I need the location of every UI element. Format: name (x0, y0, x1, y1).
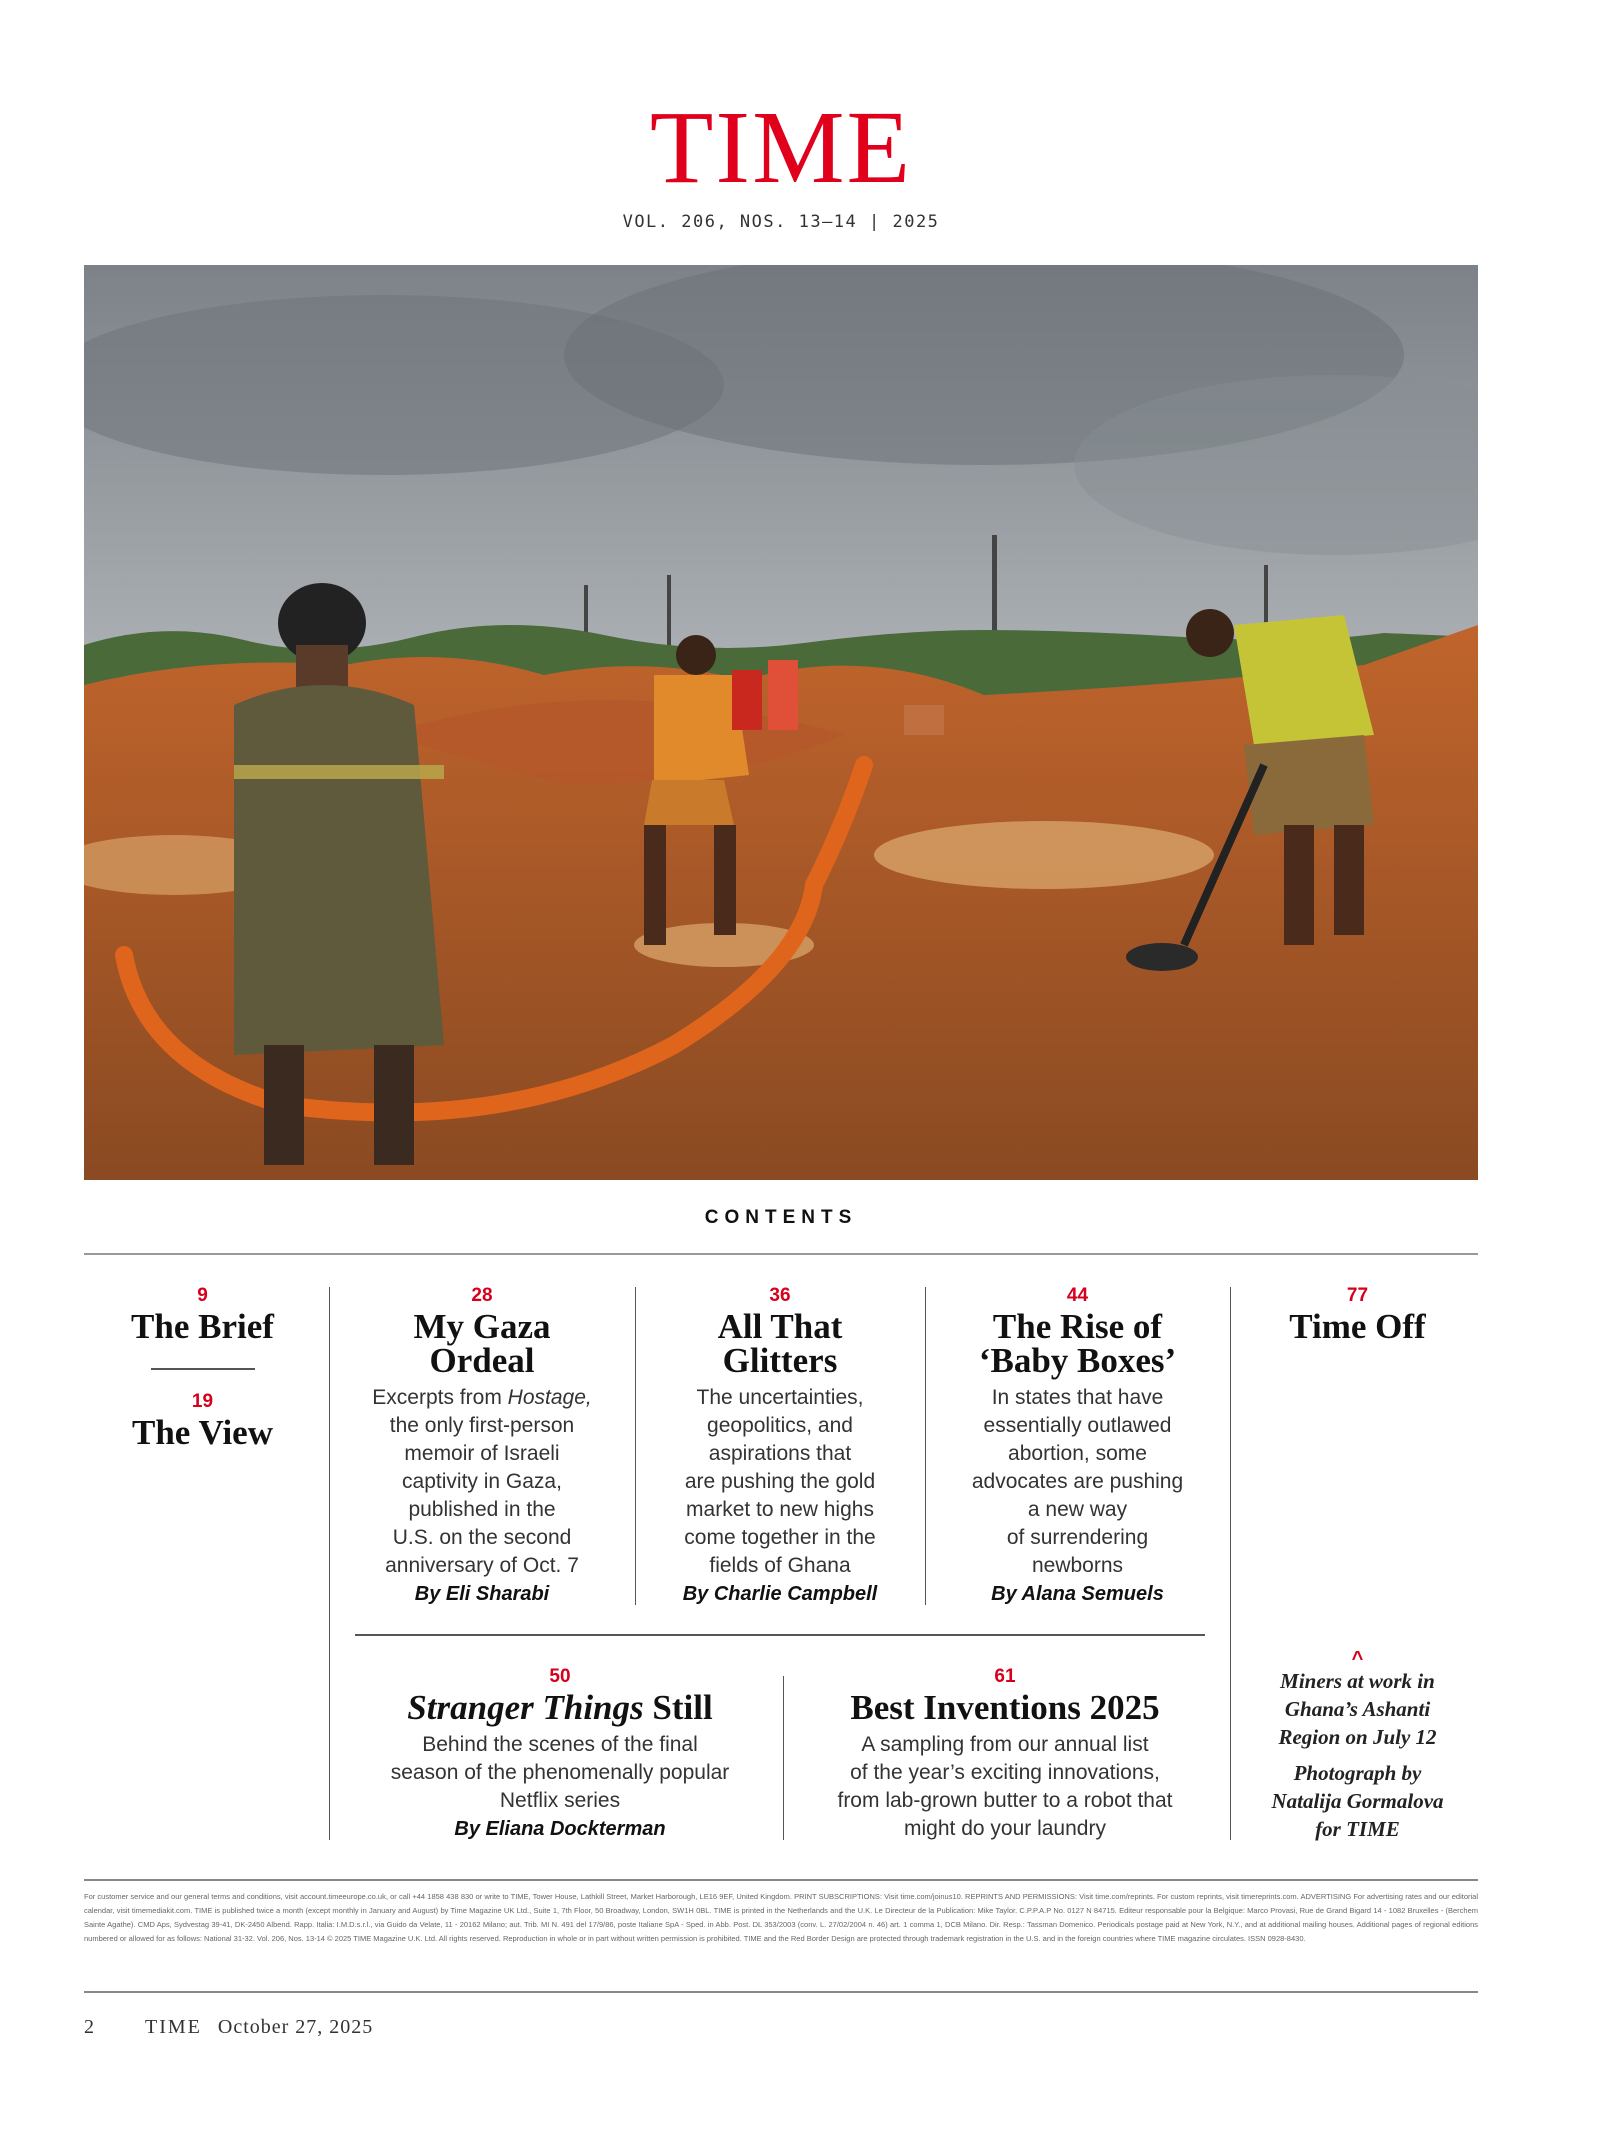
dek-line: memoir of Israeli (404, 1442, 560, 1465)
divider (329, 1287, 330, 1840)
dek-line: Netflix series (499, 1789, 621, 1812)
dek-line: anniversary of Oct. 7 (385, 1554, 579, 1577)
toc-feature-glitters[interactable] (645, 1284, 915, 1608)
dek-italic: Hostage, (507, 1386, 592, 1409)
toc-brief-view (100, 1284, 305, 1450)
dek-line (344, 1384, 620, 1412)
fine-print-bottom-rule (84, 1991, 1478, 1993)
dek-line: of surrendering (1006, 1526, 1149, 1549)
cover-photo (84, 265, 1478, 1180)
feature-dek (645, 1384, 915, 1580)
title-rest: Still (643, 1688, 713, 1727)
dek-line: advocates are pushing (971, 1470, 1184, 1493)
title-line: The Rise of (992, 1307, 1163, 1346)
feature-title (645, 1307, 915, 1380)
page-number: 36 (769, 1285, 791, 1306)
caption-text (1245, 1667, 1470, 1751)
dek-line: aspirations that (708, 1442, 852, 1465)
dek-line: season of the phenomenally popular (390, 1761, 730, 1784)
section-title[interactable]: The Brief (131, 1307, 274, 1346)
divider (635, 1287, 636, 1605)
feature-dek (935, 1384, 1220, 1580)
title-italic: Stranger Things (407, 1688, 644, 1727)
folio-brand: TIME (145, 2016, 202, 2038)
page-number: 61 (994, 1666, 1016, 1687)
photo-caption (1245, 1648, 1470, 1843)
feature-title (935, 1307, 1220, 1380)
section-title[interactable]: The View (132, 1413, 273, 1452)
issue-line: VOL. 206, NOS. 13–14 | 2025 (622, 212, 940, 232)
toc-feature-stranger-things[interactable] (345, 1665, 775, 1843)
page-number: 19 (191, 1391, 214, 1412)
dek-line: published in the (408, 1498, 556, 1521)
toc-feature-best-inventions[interactable] (795, 1665, 1215, 1843)
dek-text: Excerpts from (372, 1386, 508, 1409)
toc-time-off (1245, 1284, 1470, 1344)
dek-line: U.S. on the second (392, 1526, 572, 1549)
dek-line: are pushing the gold (684, 1470, 876, 1493)
contents-top-rule (84, 1253, 1478, 1255)
title-line: My Gaza (413, 1307, 551, 1346)
divider (1230, 1287, 1231, 1840)
title-line: ‘Baby Boxes’ (978, 1341, 1177, 1380)
short-rule (151, 1368, 255, 1370)
fine-print: For customer service and our general terms and conditions, visit account.timeeurope.co.uk, or call +44 1858 438 830 or write to TIME, Tower House, Lathkill Street, Market Harborough, LE16 9EF, United Kingdom. PRINT SUBSCRIPTIONS: Visit time.com/joinus10. REPRINTS AND PERMISSIONS: Visit time.com/reprints. For custom reprints, visit timereprints.com. ADVERTISING For advertising rates and our editorial calendar, visit timemediakit.com. TIME is published twice a month (except monthly in January and August) by Time Magazine UK Ltd., Suite 1, 7th Floor, 50 Broadway, London, SW1H 0BL. TIME is printed in the Netherlands and the U.K. Le Directeur de la Publication: Mike Taylor. C.P.P.A.P No. 0127 N 84715. Editeur responsable pour la Belgique: Marco Provasi, Rue de Grand Bigard 14 - 1082 Bruxelles - (Berchem Sainte Agathe). CMD Aps, Sydvestag 39-41, DK-2450 Albend. Rapp. Italia: I.M.D.s.r.l., via Guido da Velate, 11 - 20162 Milano; aut. Trib. MI N. 491 del 17/9/86, poste Italiane SpA - Sped. in Abb. Post. DL 353/2003 (conv. L. 27/02/2004 n. 46) art. 1 comma 1, DCB Milano. Dir. Resp.: Tassman Domenico. Periodicals postage paid at New York, N.Y., and at additional mailing houses. Additional pages of regional editions numbered or allowed for as follows: National 31-32. Vol. 206, Nos. 13-14 © 2025 TIME Magazine U.K. Ltd. All rights reserved. Reproduction in whole or in part without written permission is prohibited. TIME and the Red Border Design are protected through trademark registration in the U.S. and in the foreign countries where TIME magazine circulates. ISSN 0928-8430. (84, 1892, 1478, 1943)
dek-line: captivity in Gaza, (402, 1470, 562, 1493)
photo-credit (1245, 1759, 1470, 1843)
feature-divider-rule (355, 1634, 1205, 1636)
dek-line: a new way (1027, 1498, 1128, 1521)
caption-line: Ghana’s Ashanti (1284, 1697, 1431, 1721)
caption-line: Region on July 12 (1278, 1725, 1437, 1749)
byline: By Alana Semuels (991, 1583, 1164, 1605)
credit-line: Photograph by (1293, 1761, 1422, 1785)
toc-feature-gaza[interactable] (344, 1284, 620, 1608)
masthead (0, 90, 1562, 232)
divider (925, 1287, 926, 1605)
page-number: 50 (549, 1666, 571, 1687)
caption-line: Miners at work in (1280, 1669, 1435, 1693)
fine-print-top-rule (84, 1879, 1478, 1881)
page-number: 9 (197, 1285, 208, 1306)
feature-dek (795, 1731, 1215, 1843)
byline: By Eliana Dockterman (454, 1818, 666, 1840)
caret-up-icon: ^ (1351, 1648, 1364, 1670)
folio (84, 2016, 373, 2039)
feature-title: Best Inventions 2025 (850, 1688, 1160, 1727)
feature-dek (344, 1384, 620, 1580)
feature-title (344, 1307, 620, 1380)
title-line: Ordeal (429, 1341, 535, 1380)
credit-line: for TIME (1315, 1817, 1400, 1841)
issue-date: October 27, 2025 (217, 2016, 374, 2038)
dek-line: from lab-grown butter to a robot that (837, 1789, 1173, 1812)
title-line: All That (717, 1307, 843, 1346)
page-number: 77 (1346, 1285, 1369, 1306)
section-title[interactable]: Time Off (1289, 1307, 1426, 1346)
dek-line: A sampling from our annual list (861, 1733, 1149, 1756)
page-number: 2 (84, 2016, 95, 2038)
dek-line: market to new highs (686, 1498, 874, 1521)
dek-line: of the year’s exciting innovations, (850, 1761, 1160, 1784)
dek-line: abortion, some (1008, 1442, 1147, 1465)
dek-line: might do your laundry (904, 1817, 1106, 1840)
dek-line: fields of Ghana (709, 1554, 851, 1577)
feature-dek (345, 1731, 775, 1815)
dek-line: essentially outlawed (983, 1414, 1172, 1437)
dek-line: the only first-person (389, 1414, 575, 1437)
page-number: 44 (1066, 1285, 1089, 1306)
divider (783, 1676, 784, 1840)
page-number: 28 (471, 1285, 493, 1306)
byline: By Charlie Campbell (682, 1583, 878, 1605)
dek-line: In states that have (991, 1386, 1164, 1409)
dek-line: Behind the scenes of the final (422, 1733, 698, 1756)
feature-title (345, 1688, 775, 1727)
time-logo: TIME (649, 90, 913, 205)
dek-line: geopolitics, and (707, 1414, 853, 1437)
byline: By Eli Sharabi (414, 1583, 550, 1605)
credit-line: Natalija Gormalova (1271, 1789, 1444, 1813)
title-line: Glitters (722, 1341, 838, 1380)
dek-line: The uncertainties, (696, 1386, 864, 1409)
toc-feature-baby-boxes[interactable] (935, 1284, 1220, 1608)
dek-line: newborns (1031, 1554, 1124, 1577)
contents-label: CONTENTS (704, 1207, 858, 1228)
dek-line: come together in the (684, 1526, 876, 1549)
